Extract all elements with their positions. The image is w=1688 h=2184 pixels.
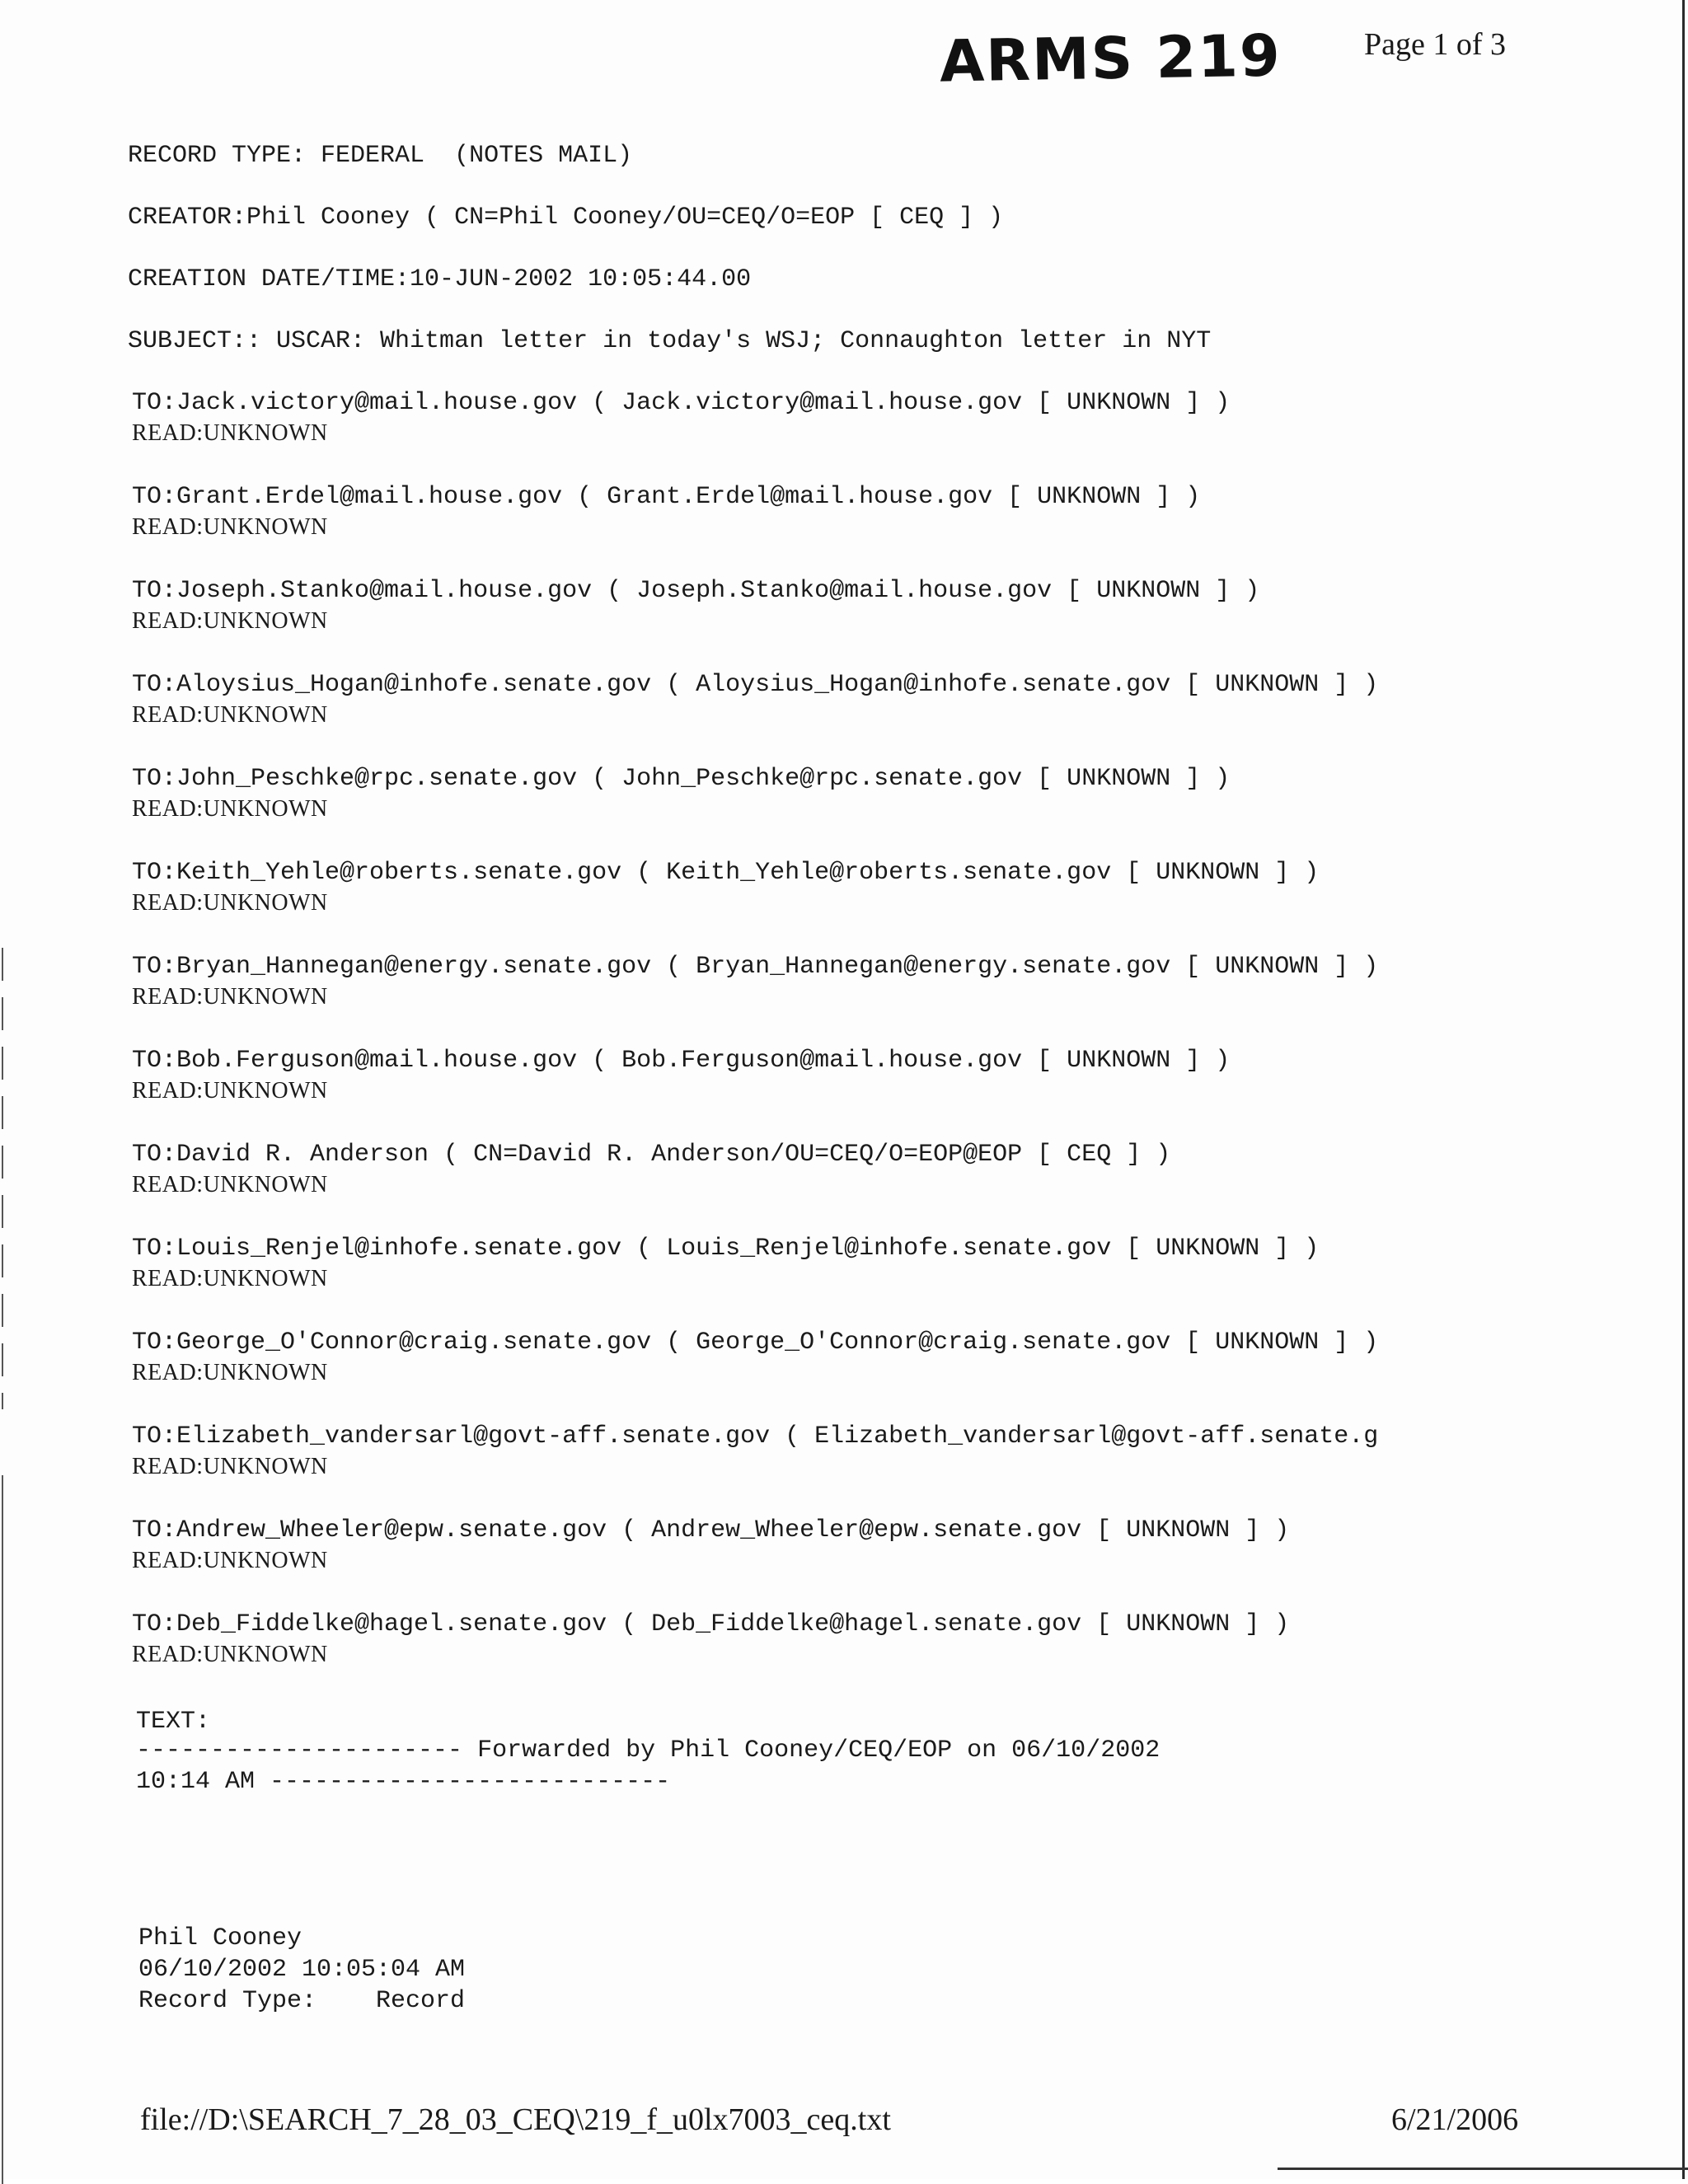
recipient-to: TO:George_O'Connor@craig.senate.gov ( George_O'Connor@craig.senate.gov [ UNKNOWN ] ) — [132, 1329, 1379, 1357]
handwritten-stamp: ARMS 219 — [939, 21, 1282, 96]
recipient-read-status: READ:UNKNOWN — [132, 1172, 328, 1197]
recipient-read-status: READ:UNKNOWN — [132, 1078, 328, 1104]
forwarded-time-line: 10:14 AM --------------------------- — [136, 1768, 671, 1796]
recipient-read-status: READ:UNKNOWN — [132, 1360, 328, 1385]
recipient-to: TO:Jack.victory@mail.house.gov ( Jack.victory@mail.house.gov [ UNKNOWN ] ) — [132, 389, 1231, 417]
recipient-entry — [132, 857, 1319, 918]
recipient-read-status: READ:UNKNOWN — [132, 1548, 328, 1573]
recipient-to: TO:Grant.Erdel@mail.house.gov ( Grant.Erdel@mail.house.gov [ UNKNOWN ] ) — [132, 483, 1201, 511]
recipient-to: TO:Aloysius_Hogan@inhofe.senate.gov ( Aloysius_Hogan@inhofe.senate.gov [ UNKNOWN ] ) — [132, 671, 1379, 699]
recipient-read-status: READ:UNKNOWN — [132, 702, 328, 728]
recipient-entry — [132, 669, 1378, 730]
recipient-read-status: READ:UNKNOWN — [132, 1642, 328, 1667]
print-date: 6/21/2006 — [1391, 2102, 1519, 2137]
recipient-entry — [132, 481, 1200, 542]
record-type-line: RECORD TYPE: FEDERAL (NOTES MAIL) — [128, 142, 633, 170]
recipient-to: TO:Bob.Ferguson@mail.house.gov ( Bob.Ferguson@mail.house.gov [ UNKNOWN ] ) — [132, 1047, 1231, 1075]
sender-date: 06/10/2002 10:05:04 AM — [138, 1956, 466, 1984]
recipient-to: TO:Andrew_Wheeler@epw.senate.gov ( Andrew_Wheeler@epw.senate.gov [ UNKNOWN ] ) — [132, 1516, 1290, 1544]
recipient-entry — [132, 1327, 1378, 1388]
scan-edge — [1682, 0, 1685, 2179]
file-path: file://D:\SEARCH_7_28_03_CEQ\219_f_u0lx7003_ceq.txt — [140, 2102, 891, 2137]
recipient-read-status: READ:UNKNOWN — [132, 984, 328, 1010]
subject-line: SUBJECT:: USCAR: Whitman letter in today's WSJ; Connaughton letter in NYT — [128, 327, 1212, 355]
recipient-to: TO:David R. Anderson ( CN=David R. Anderson/OU=CEQ/O=EOP@EOP [ CEQ ] ) — [132, 1141, 1171, 1169]
scan-edge — [1278, 2168, 1688, 2170]
scan-edge — [2, 948, 3, 1409]
recipient-to: TO:Keith_Yehle@roberts.senate.gov ( Keith_Yehle@roberts.senate.gov [ UNKNOWN ] ) — [132, 859, 1320, 887]
recipient-read-status: READ:UNKNOWN — [132, 796, 328, 822]
text-label: TEXT: — [136, 1708, 211, 1736]
recipient-entry — [132, 387, 1230, 448]
recipient-read-status: READ:UNKNOWN — [132, 1266, 328, 1291]
recipient-to: TO:John_Peschke@rpc.senate.gov ( John_Peschke@rpc.senate.gov [ UNKNOWN ] ) — [132, 765, 1231, 793]
recipient-read-status: READ:UNKNOWN — [132, 608, 328, 634]
recipient-to: TO:Bryan_Hannegan@energy.senate.gov ( Bryan_Hannegan@energy.senate.gov [ UNKNOWN ] ) — [132, 953, 1379, 981]
recipient-entry — [132, 575, 1259, 636]
recipient-entry — [132, 1233, 1319, 1294]
recipient-read-status: READ:UNKNOWN — [132, 514, 328, 540]
recipient-entry — [132, 1609, 1289, 1670]
record-type-footer: Record Type: Record — [138, 1987, 466, 2015]
creator-line: CREATOR:Phil Cooney ( CN=Phil Cooney/OU=CEQ/O=EOP [ CEQ ] ) — [128, 204, 1004, 232]
recipient-to: TO:Joseph.Stanko@mail.house.gov ( Joseph.Stanko@mail.house.gov [ UNKNOWN ] ) — [132, 577, 1260, 605]
page-number: Page 1 of 3 — [1364, 27, 1507, 62]
recipient-entry — [132, 1139, 1170, 1200]
sender-name: Phil Cooney — [138, 1924, 302, 1952]
recipient-to: TO:Deb_Fiddelke@hagel.senate.gov ( Deb_Fiddelke@hagel.senate.gov [ UNKNOWN ] ) — [132, 1610, 1290, 1638]
forwarded-line: ---------------------- Forwarded by Phil Cooney/CEQ/EOP on 06/10/2002 — [136, 1736, 1160, 1765]
recipient-read-status: READ:UNKNOWN — [132, 1454, 328, 1479]
recipient-to: TO:Elizabeth_vandersarl@govt-aff.senate.gov ( Elizabeth_vandersarl@govt-aff.senate.g — [132, 1422, 1379, 1451]
recipient-read-status: READ:UNKNOWN — [132, 420, 328, 446]
recipient-entry — [132, 1421, 1378, 1482]
recipient-read-status: READ:UNKNOWN — [132, 890, 328, 916]
recipient-entry — [132, 1045, 1230, 1106]
recipient-entry — [132, 1515, 1289, 1576]
scan-edge — [2, 1475, 3, 2184]
recipient-to: TO:Louis_Renjel@inhofe.senate.gov ( Louis_Renjel@inhofe.senate.gov [ UNKNOWN ] ) — [132, 1235, 1320, 1263]
creation-date-line: CREATION DATE/TIME:10-JUN-2002 10:05:44.00 — [128, 265, 752, 293]
recipient-entry — [132, 763, 1230, 824]
recipient-entry — [132, 951, 1378, 1012]
